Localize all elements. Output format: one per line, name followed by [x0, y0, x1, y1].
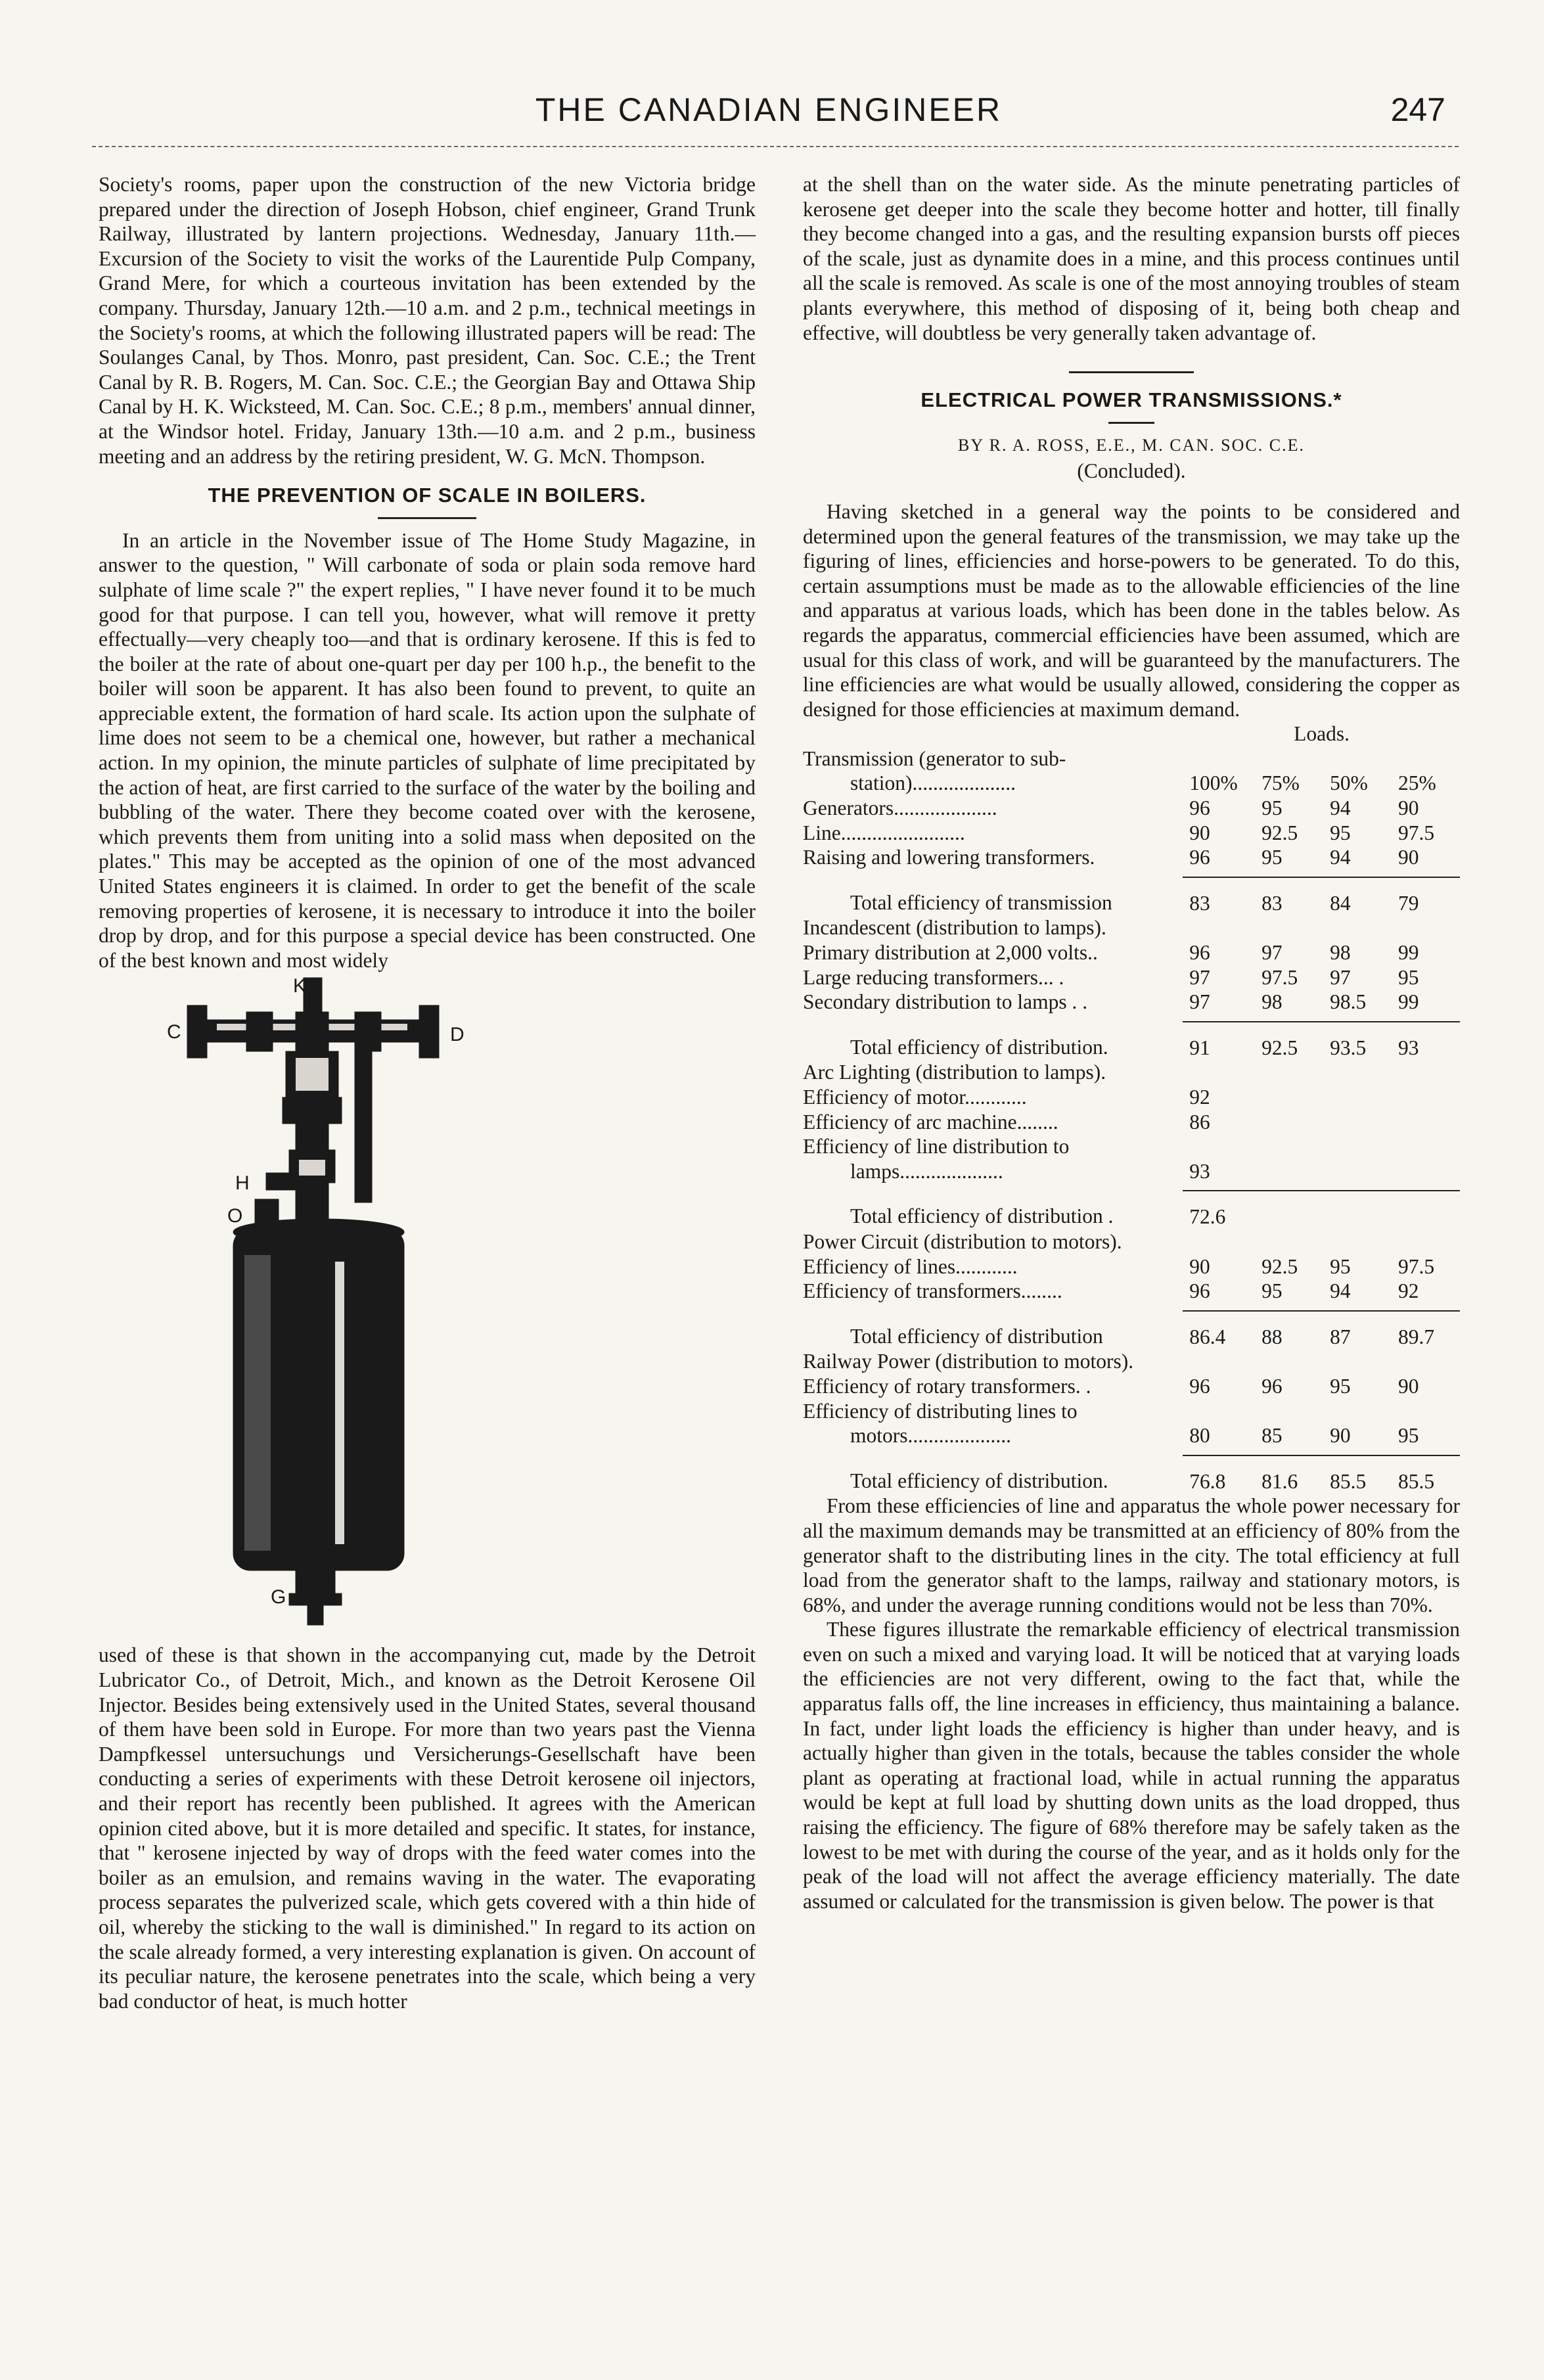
scale-article-heading: THE PREVENTION OF SCALE IN BOILERS. [208, 484, 647, 507]
table-cell: 98 [1330, 941, 1351, 965]
table-row [803, 1349, 1460, 1374]
table-cell: 97.5 [1398, 821, 1435, 844]
table-row-label: lamps.................... [850, 1159, 1003, 1183]
table-row-label: Incandescent (distribution to lamps). [803, 916, 1106, 940]
table-cell: 94 [1330, 796, 1351, 820]
table-row-label: Total efficiency of transmission [850, 890, 1112, 914]
table-cell: 95 [1255, 1279, 1323, 1311]
table-row [803, 1311, 1460, 1350]
concluded-note: (Concluded). [1077, 459, 1186, 483]
table-cell: 95 [1261, 796, 1283, 820]
table-cell: 72.6 [1189, 1205, 1226, 1229]
table-row-label: Efficiency of arc machine........ [803, 1110, 1058, 1133]
transmission-paragraph-1: Having sketched in a general way the points to be considered and determined upon the general features of the transmission, we may take up the figuring of lines, efficiencies and horse-powers to be generated. To do this, certain assumptions must be made as to the allowable efficiencies of the line and apparatus at various loads, which has been done in the tables below. As regards the apparatus, commercial efficiencies have been assumed, which are usual for this class of work, and will be guaranteed by the manufacturers. The line efficiencies are what would be usually allowed, considering the copper as designed for those efficiencies at maximum demand. [803, 499, 1460, 721]
table-row [803, 1022, 1460, 1061]
table-row [803, 1455, 1460, 1494]
table-cell [1183, 1349, 1255, 1374]
table-cell [1392, 1191, 1460, 1229]
table-cell: 91 [1189, 1036, 1210, 1059]
table-cell [1392, 1134, 1460, 1159]
table-cell: 90 [1189, 1254, 1210, 1278]
table-row [803, 1159, 1460, 1191]
table-row-label: Total efficiency of distribution [850, 1324, 1103, 1348]
publication-title: THE CANADIAN ENGINEER [535, 91, 1003, 128]
table-cell: 98.5 [1323, 990, 1392, 1022]
table-cell [1392, 915, 1460, 940]
table-cell [1183, 1229, 1255, 1254]
loads-header: Loads. [1294, 722, 1350, 746]
table-cell: 90 [1398, 796, 1419, 820]
table-cell [1323, 1191, 1392, 1229]
table-cell: 85.5 [1398, 1469, 1435, 1493]
table-row [803, 796, 1460, 821]
table-row-label: Total efficiency of distribution . [850, 1204, 1114, 1228]
table-cell [1255, 1110, 1323, 1135]
table-row [803, 845, 1460, 877]
table-cell: 94 [1323, 1279, 1392, 1311]
table-row-label: Total efficiency of distribution. [850, 1035, 1108, 1059]
table-cell: 86 [1189, 1110, 1210, 1133]
table-cell: 93 [1398, 1036, 1419, 1059]
page-header [92, 91, 1445, 137]
table-row [803, 990, 1460, 1022]
table-row-label: Efficiency of rotary transformers. . [803, 1374, 1091, 1398]
table-cell: 89.7 [1398, 1325, 1435, 1348]
table-cell: 96 [1183, 1279, 1255, 1311]
table-cell: 94 [1323, 845, 1392, 877]
table-row [803, 940, 1460, 965]
table-cell [1255, 1159, 1323, 1191]
table-cell: 85.5 [1330, 1469, 1367, 1493]
table-cell: 84 [1330, 891, 1351, 915]
table-cell [1255, 915, 1323, 940]
transmission-article-heading: ELECTRICAL POWER TRANSMISSIONS.* [920, 388, 1342, 412]
table-cell: 86.4 [1189, 1325, 1226, 1348]
figure-label-g: G [271, 1586, 286, 1609]
table-cell: 99 [1392, 990, 1460, 1022]
table-cell [1323, 1134, 1392, 1159]
table-cell [1323, 1159, 1392, 1191]
figure-label-h: H [235, 1172, 250, 1195]
table-cell: 96 [1189, 941, 1210, 965]
table-row [803, 877, 1460, 916]
table-cell [1323, 1110, 1392, 1135]
table-cell: 97 [1189, 965, 1210, 989]
table-row-label: Power Circuit (distribution to motors). [803, 1229, 1122, 1253]
table-cell: 97 [1261, 941, 1283, 965]
scale-article-paragraph-2: used of these is that shown in the accompanying cut, made by the Detroit Lubricator Co., of Detroit, Mich., and known as the Detroit Kerosene Oil Injector. Besides being extensively used in the United States, several thousand of them have been sold in Europe. For more than two years past the Vienna Dampfkessel untersuchungs und Versicherungs-Gesellschaft have been conducting a series of experiments with these Detroit kerosene oil injectors, and their report has recently been published. It agrees with the American opinion cited above, but it is more detailed and specific. It states, for instance, that " kerosene injected by way of drops with the feed water comes into the boiler as an emulsion, and remains waving in the water. The evaporating process separates the pulverized scale, which gets covered with a thin hide of oil, whereby the sticking to the wall is diminished." In regard to its action on the scale already formed, a very interesting explanation is given. On account of its peculiar nature, the kerosene penetrates into the scale, which being a very bad conductor of heat, is much hotter [99, 1643, 756, 2013]
table-cell: 92 [1189, 1086, 1210, 1109]
table-row [803, 821, 1460, 846]
scale-article-paragraph-1: In an article in the November issue of The Home Study Magazine, in answer to the question, " Will carbonate of soda or plain soda remove hard sulphate of lime scale ?" the expert replies, " I have never found it to be much good for that purpose. I can tell you, however, what will remove it pretty effectually—very cheaply too—and that is ordinary kerosene. If this is fed to the boiler at the rate of about one-quart per day per 100 h.p., the benefit to the boiler will soon be apparent. It has also been found to prevent, to quite an appreciable extent, the formation of hard scale. Its action upon the sulphate of lime does not seem to be a chemical one, however, but rather a mechanical action. In my opinion, the minute particles of sulphate of lime precipitated by the action of heat, are first carried to the surface of the water by the boiling and bubbling of the water. There they become coated over with the kerosene, which prevents them from uniting into a solid mass when deposited on the plates." This may be accepted as the opinion of one of the most advanced United States engineers it is claimed. In order to get the benefit of the scale removing properties of kerosene, it is necessary to introduce it into the boiler drop by drop, and for this purpose a special device has been constructed. One of the best known and most widely [99, 528, 756, 972]
table-row-label: Arc Lighting (distribution to lamps). [803, 1061, 1106, 1084]
table-row-label: Efficiency of distributing lines to [803, 1399, 1078, 1423]
table-cell [1392, 1060, 1460, 1085]
table-cell: 83 [1189, 891, 1210, 915]
table-row [803, 771, 1460, 796]
table-cell [1323, 1229, 1392, 1254]
section-rule [1069, 371, 1194, 373]
table-cell [1255, 1399, 1323, 1424]
transmission-paragraph-2: From these efficiencies of line and apparatus the whole power necessary for all the maximum demands may be transmitted at an efficiency of 80% from the generator shaft to the distributing lines in the city. The total efficiency at full load from the generator shaft to the lamps, railway and stationary motors, is 68%, and under the average running conditions would not be less than 70%. [803, 1494, 1460, 1616]
table-row [803, 1399, 1460, 1424]
table-cell: 88 [1261, 1325, 1283, 1348]
table-cell [1255, 1134, 1323, 1159]
table-cell: 95 [1330, 821, 1351, 844]
table-row [803, 915, 1460, 940]
efficiency-table [803, 746, 1460, 1494]
table-cell: 97.5 [1398, 1254, 1435, 1278]
table-cell: 92.5 [1261, 1036, 1298, 1059]
table-cell: 97 [1183, 990, 1255, 1022]
table-cell [1255, 746, 1323, 771]
table-row [803, 1110, 1460, 1135]
transmission-paragraph-3: These figures illustrate the remarkable efficiency of electrical transmission even on such a mixed and varying load. It will be noticed that at varying loads the efficiencies are not very different, owing to the fact that, while the apparatus falls off, the line increases in efficiency, thus maintaining a balance. In fact, under light loads the efficiency is higher than under heavy, and is actually higher than given in the totals, because the tables consider the whole plant as operating at fractional load, while in actual running the apparatus would be kept at full load by shutting down units as the load dropped, thus raising the efficiency. The figure of 68% therefore may be safely taken as the lowest to be met with during the course of the year, and as it holds only for the peak of the load will not affect the average efficiency materially. The date assumed or calculated for the transmission is given below. The power is that [803, 1618, 1460, 1913]
table-row [803, 1085, 1460, 1110]
table-cell [1183, 1134, 1255, 1159]
society-program-paragraph: Society's rooms, paper upon the construction of the new Victoria bridge prepared under the direction of Joseph Hobson, chief engineer, Grand Trunk Railway, illustrated by lantern projections. Wednesday, January 11th.—Excursion of the Society to visit the works of the Laurentide Pulp Company, Grand Mere, for which a courteous invitation has been extended by the company. Thursday, January 12th.—10 a.m. and 2 p.m., technical meetings in the Society's rooms, at which the following illustrated papers will be read: The Soulanges Canal, by Thos. Monro, past president, Can. Soc. C.E.; the Trent Canal by R. B. Rogers, M. Can. Soc. C.E.; the Georgian Bay and Ottawa Ship Canal by H. K. Wicksteed, M. Can. Soc. C.E.; 8 p.m., members' annual dinner, at the Windsor hotel. Friday, January 13th.—10 a.m. and 2 p.m., business meeting and an address by the retiring president, W. G. McN. Thompson. [99, 173, 756, 468]
table-cell [1323, 1349, 1392, 1374]
table-row [803, 1229, 1460, 1254]
table-cell: 99 [1398, 941, 1419, 965]
table-row-label: station).................... [850, 771, 1016, 795]
table-cell: 90 [1189, 821, 1210, 844]
table-cell: 95 [1255, 845, 1323, 877]
left-column [99, 172, 756, 2013]
table-row [803, 965, 1460, 990]
table-cell [1183, 1399, 1255, 1424]
table-row-label: Large reducing transformers... . [803, 965, 1064, 989]
table-cell: 97.5 [1261, 965, 1298, 989]
table-cell: 83 [1261, 891, 1283, 915]
figure-label-k: K [293, 975, 307, 997]
table-cell [1183, 915, 1255, 940]
table-cell [1323, 915, 1392, 940]
table-cell [1392, 1399, 1460, 1424]
table-cell: 90 [1323, 1423, 1392, 1455]
table-cell: 95 [1392, 1423, 1460, 1455]
table-row-label: Efficiency of lines............ [803, 1254, 1018, 1278]
table-cell: 87 [1330, 1325, 1351, 1348]
table-cell: 80 [1183, 1423, 1255, 1455]
table-cell [1255, 1060, 1323, 1085]
table-cell [1392, 1159, 1460, 1191]
kerosene-injector-illustration [99, 973, 756, 1643]
table-cell: 93 [1183, 1159, 1255, 1191]
scale-article-continuation: at the shell than on the water side. As the minute penetrating particles of kerosene get deeper into the scale they become hotter and hotter, till finally they become changed into a gas, and the resulting expansion bursts off pieces of the scale, just as dynamite does in a mine, and this process continues until all the scale is removed. As scale is one of the most annoying troubles of steam plants everywhere, this method of disposing of it, being both cheap and effective, will doubtless be very generally taken advantage of. [803, 173, 1460, 344]
table-cell: 100% [1189, 771, 1238, 795]
table-cell: 96 [1261, 1374, 1283, 1398]
page-number: 247 [1390, 91, 1445, 128]
table-cell [1323, 1085, 1392, 1110]
table-row-label: Transmission (generator to sub- [803, 746, 1066, 770]
table-row-label: motors.................... [850, 1424, 1012, 1448]
table-cell: 75% [1261, 771, 1300, 795]
table-row [803, 1374, 1460, 1399]
table-row-label: Secondary distribution to lamps . . [803, 990, 1088, 1014]
heading-rule [378, 517, 476, 519]
table-cell: 90 [1398, 1374, 1419, 1398]
table-cell: 93.5 [1330, 1036, 1367, 1059]
table-cell: 92 [1392, 1279, 1460, 1311]
table-cell [1255, 1191, 1323, 1229]
table-cell: 79 [1398, 891, 1419, 915]
table-row [803, 1060, 1460, 1085]
table-row-label: Primary distribution at 2,000 volts.. [803, 941, 1098, 965]
figure-label-o: O [227, 1205, 243, 1227]
table-cell: 81.6 [1261, 1469, 1298, 1493]
table-row-label: Raising and lowering transformers. [803, 846, 1095, 869]
table-cell: 95 [1398, 965, 1419, 989]
table-row [803, 1254, 1460, 1279]
table-cell: 96 [1183, 845, 1255, 877]
table-cell [1392, 1349, 1460, 1374]
table-cell [1255, 1349, 1323, 1374]
table-cell [1255, 1085, 1323, 1110]
table-row [803, 1423, 1460, 1455]
table-cell: 96 [1189, 1374, 1210, 1398]
table-row-label: Generators.................... [803, 796, 997, 820]
right-column [803, 172, 1460, 1913]
table-row [803, 1191, 1460, 1229]
heading-rule-short [1108, 422, 1154, 424]
table-row [803, 746, 1460, 771]
table-cell: 92.5 [1261, 821, 1298, 844]
table-row-label: Efficiency of transformers........ [803, 1279, 1062, 1303]
table-row-label: Efficiency of motor............ [803, 1086, 1027, 1109]
table-cell: 95 [1330, 1254, 1351, 1278]
table-cell [1255, 1229, 1323, 1254]
byline: BY R. A. ROSS, E.E., M. CAN. SOC. C.E. [958, 435, 1305, 455]
table-cell: 85 [1255, 1423, 1323, 1455]
table-cell: 92.5 [1261, 1254, 1298, 1278]
table-cell [1323, 1060, 1392, 1085]
injector-drawing [99, 973, 756, 1643]
table-cell: 50% [1330, 771, 1368, 795]
table-row-label: Total efficiency of distribution. [850, 1469, 1108, 1492]
table-cell: 76.8 [1189, 1469, 1226, 1493]
table-cell: 98 [1255, 990, 1323, 1022]
table-cell [1392, 1229, 1460, 1254]
table-row-label: Railway Power (distribution to motors). [803, 1350, 1134, 1373]
table-cell: 25% [1398, 771, 1436, 795]
table-cell: 90 [1392, 845, 1460, 877]
table-row [803, 1134, 1460, 1159]
table-cell [1323, 746, 1392, 771]
table-cell: 97 [1330, 965, 1351, 989]
table-row-label: Efficiency of line distribution to [803, 1135, 1070, 1158]
table-cell: 95 [1330, 1374, 1351, 1398]
table-cell [1323, 1399, 1392, 1424]
table-cell [1183, 1060, 1255, 1085]
table-cell: 96 [1189, 796, 1210, 820]
table-cell [1392, 1110, 1460, 1135]
table-cell [1183, 746, 1255, 771]
table-cell [1392, 1085, 1460, 1110]
figure-label-d: D [450, 1024, 465, 1046]
table-cell [1392, 746, 1460, 771]
table-row-label: Line........................ [803, 821, 965, 844]
figure-label-c: C [167, 1021, 181, 1043]
header-divider [92, 146, 1459, 149]
table-row [803, 1279, 1460, 1311]
